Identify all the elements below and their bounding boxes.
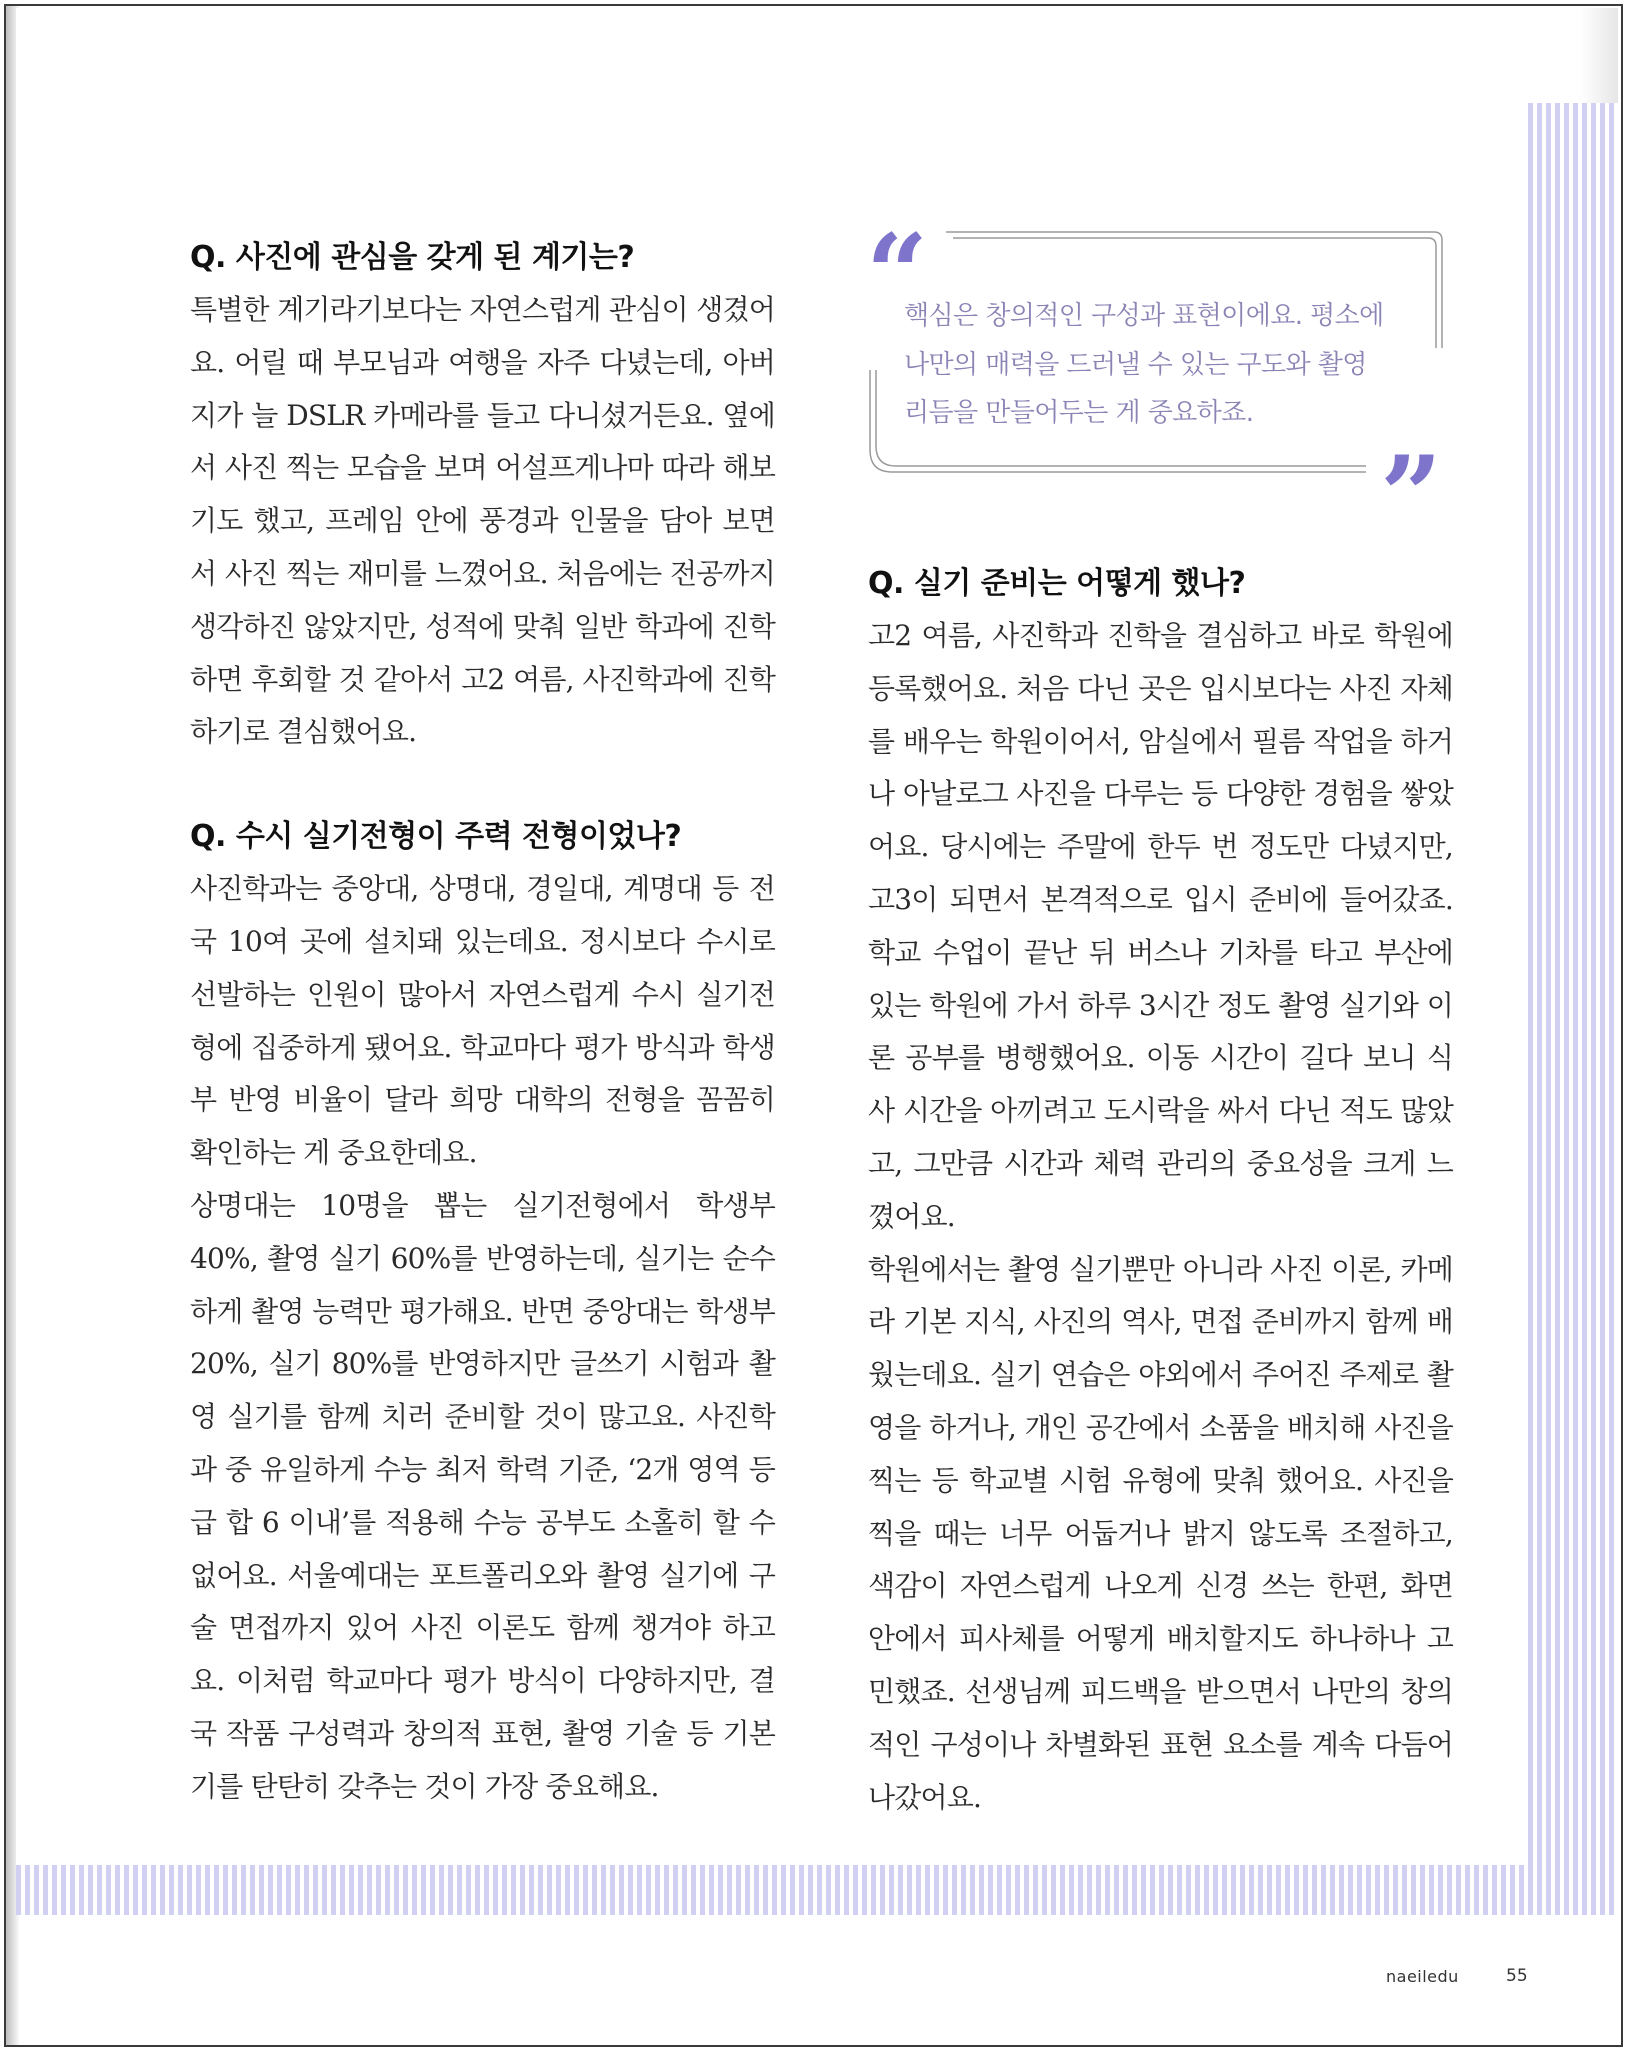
close-quote-icon: ” (1380, 433, 1437, 559)
page-border (4, 4, 1623, 2047)
answer-paragraph: 학원에서는 촬영 실기뿐만 아니라 사진 이론, 카메라 기본 지식, 사진의 역사, 면접 준비까지 함께 배웠는데요. 실기 연습은 야외에서 주어진 주제로 촬영을 하거나, 개인 공간에서 소품을 배치해 사진을 찍는 등 학교별 시험 유형에 맞춰 했어요. 사진을 찍을 때는 너무 어둡거나 밝지 않도록 조절하고, 색감이 자연스럽게 나오게 신경 쓰는 한편, 화면 안에서 피사체를 어떻게 배치할지도 하나하나 고민했죠. 선생님께 피드백을 받으면서 나만의 창의적인 구성이나 차별화된 표현 요소를 계속 다듬어나갔어요. (868, 1252, 1453, 1814)
pull-quote-line: 리듬을 만들어두는 게 중요하죠. (904, 398, 1254, 428)
pull-quote-line: 핵심은 창의적인 구성과 표현이에요. 평소에 (904, 301, 1384, 331)
question-heading-admission-type: Q. 수시 실기전형이 주력 전형이었나? (190, 819, 682, 855)
question-heading-preparation: Q. 실기 준비는 어떻게 했나? (868, 566, 1246, 601)
open-quote-icon: “ (866, 211, 923, 337)
answer-paragraph: 고2 여름, 사진학과 진학을 결심하고 바로 학원에 등록했어요. 처음 다닌 곳은 입시보다는 사진 자체를 배우는 학원이어서, 암실에서 필름 작업을 하거나 아날로그 사진을 다루는 등 다양한 경험을 쌓았어요. 당시에는 주말에 한두 번 정도만 다녔지만, 고3이 되면서 본격적으로 입시 준비에 들어갔죠. 학교 수업이 끝난 뒤 버스나 기차를 타고 부산에 있는 학원에 가서 하루 3시간 정도 촬영 실기와 이론 공부를 병행했어요. 이동 시간이 길다 보니 식사 시간을 아끼려고 도시락을 싸서 다닌 적도 많았고, 그만큼 시간과 체력 관리의 중요성을 크게 느꼈어요. (868, 619, 1453, 1233)
answer-paragraph: 상명대는 10명을 뽑는 실기전형에서 학생부 40%, 촬영 실기 60%를 반영하는데, 실기는 순수하게 촬영 능력만 평가해요. 반면 중앙대는 학생부 20%, 실기 80%를 반영하지만 글쓰기 시험과 촬영 실기를 함께 치러 준비할 것이 많고요. 사진학과 중 유일하게 수능 최저 학력 기준, ‘2개 영역 등급 합 6 이내’를 적용해 수능 공부도 소홀히 할 수 없어요. 서울예대는 포트폴리오와 촬영 실기에 구술 면접까지 있어 사진 이론도 함께 챙겨야 하고요. 이처럼 학교마다 평가 방식이 다양하지만, 결국 작품 구성력과 창의적 표현, 촬영 기술 등 기본기를 탄탄히 갖추는 것이 가장 중요해요. (190, 1188, 775, 1803)
answer-paragraph: 사진학과는 중앙대, 상명대, 경일대, 계명대 등 전국 10여 곳에 설치돼 있는데요. 정시보다 수시로 선발하는 인원이 많아서 자연스럽게 수시 실기전형에 집중하게 됐어요. 학교마다 평가 방식과 학생부 반영 비율이 달라 희망 대학의 전형을 꼼꼼히 확인하는 게 중요한데요. (190, 872, 775, 1170)
pull-quote-line: 나만의 매력을 드러낼 수 있는 구도와 촬영 (904, 349, 1367, 380)
answer-paragraph: 특별한 계기라기보다는 자연스럽게 관심이 생겼어요. 어릴 때 부모님과 여행을 자주 다녔는데, 아버지가 늘 DSLR 카메라를 들고 다니셨거든요. 옆에서 사진 찍는 모습을 보며 어설프게나마 따라 해보기도 했고, 프레임 안에 풍경과 인물을 담아 보면서 사진 찍는 재미를 느꼈어요. 처음에는 전공까지 생각하진 않았지만, 성적에 맞춰 일반 학과에 진학하면 후회할 것 같아서 고2 여름, 사진학과에 진학하기로 결심했어요. (190, 293, 775, 749)
question-heading-interest: Q. 사진에 관심을 갖게 된 계기는? (190, 240, 635, 275)
magazine-brand: naeiledu (1386, 1967, 1459, 1986)
page-number: 55 (1506, 1966, 1528, 1986)
